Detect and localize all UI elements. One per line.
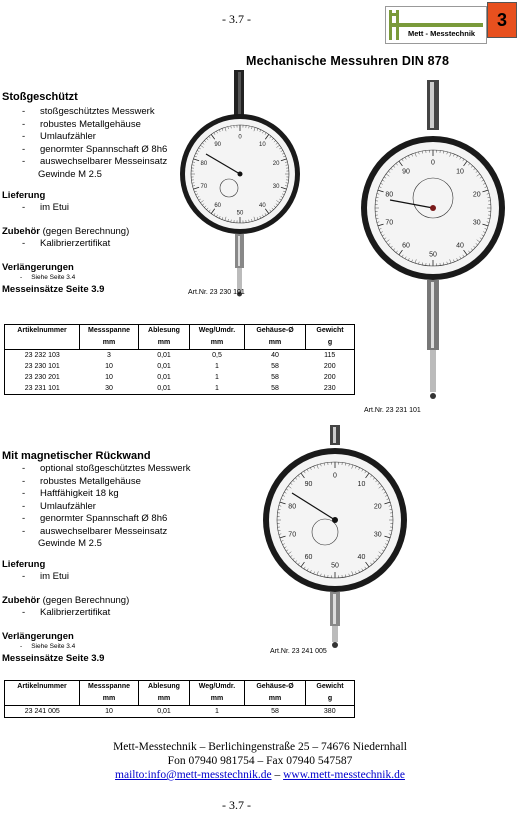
- feature-item: - Haftfähigkeit 18 kg: [2, 488, 190, 501]
- feature-item: - auswechselbarer Messeinsatz: [2, 156, 167, 169]
- feature-item: - Umlaufzähler: [2, 501, 190, 514]
- dial-numeral: 30: [373, 531, 382, 539]
- dial-numeral: 50: [236, 210, 244, 217]
- col-header: Gehäuse-Ø mm: [245, 325, 306, 350]
- dial-numeral: 70: [385, 219, 394, 227]
- dial-numeral: 80: [288, 503, 297, 511]
- col-header: Messspanne mm: [80, 325, 139, 350]
- dial-numeral: 90: [214, 141, 222, 148]
- dial-numeral: 60: [214, 203, 222, 210]
- lieferung-item: - im Etui: [2, 571, 69, 584]
- feature-list-2: [2, 463, 190, 551]
- section-title-shockproof: Stoßgeschützt: [2, 91, 78, 103]
- dial-numeral: 80: [200, 160, 208, 167]
- col-header: Gewicht g: [306, 325, 355, 350]
- dial-numeral: 20: [373, 503, 382, 511]
- section-title-magnetic: Mit magnetischer Rückwand: [2, 450, 151, 462]
- col-header: Ablesung mm: [139, 681, 190, 706]
- dial-numeral: 20: [272, 160, 280, 167]
- dial-numeral: 10: [357, 481, 366, 489]
- feature-item-continuation: Gewinde M 2.5: [38, 538, 102, 549]
- verlaengerungen-label-2: Verlängerungen: [2, 631, 74, 642]
- spec-table-2: [4, 680, 355, 718]
- page-number-top: - 3.7 -: [222, 12, 251, 26]
- lieferung-list-2: [2, 571, 69, 584]
- lieferung-label: Lieferung: [2, 190, 46, 201]
- spec-table-1: [4, 324, 355, 395]
- messeinsaetze-ref: Messeinsätze Seite 3.9: [2, 284, 105, 295]
- dial-numeral: 10: [258, 141, 266, 148]
- footer-links: mailto:info@mett-messtechnik.de – www.mett-messtechnik.de: [115, 769, 405, 781]
- col-header: Weg/Umdr. mm: [190, 681, 245, 706]
- col-header: Artikelnummer: [5, 325, 80, 350]
- page-title: Mechanische Messuhren DIN 878: [246, 54, 450, 68]
- dial-numeral: 40: [258, 203, 266, 210]
- feature-item: - optional stoßgeschütztes Messwerk: [2, 463, 190, 476]
- feature-item: - genormter Spannschaft Ø 8h6: [2, 513, 190, 526]
- zubehoer-item: - Kalibrierzertifikat: [2, 238, 110, 251]
- lieferung-item: - im Etui: [2, 202, 69, 215]
- company-logo: [385, 6, 487, 44]
- dial-gauge-large-image: [360, 80, 510, 410]
- col-header: Messspanne mm: [80, 681, 139, 706]
- email-link[interactable]: mailto:info@mett-messtechnik.de: [115, 769, 272, 781]
- dial-numeral: 0: [333, 472, 337, 480]
- dial-numeral: 60: [304, 553, 313, 561]
- feature-item: - robustes Metallgehäuse: [2, 119, 167, 132]
- zubehoer-note: (gegen Berechnung): [42, 226, 130, 237]
- zubehoer-heading: [2, 226, 129, 237]
- zubehoer-list: [2, 238, 110, 251]
- footer: [0, 740, 520, 782]
- dial-gauge-magnetic-image: [260, 425, 410, 655]
- feature-item: - Umlaufzähler: [2, 131, 167, 144]
- zubehoer-item: - Kalibrierzertifikat: [2, 607, 110, 620]
- zubehoer-list-2: [2, 607, 110, 620]
- dial-numeral: 10: [456, 168, 464, 176]
- dial-numeral: 30: [272, 184, 280, 191]
- dial-numeral: 70: [200, 184, 208, 191]
- article-number-magnetic-gauge: Art.Nr. 23 241 005: [270, 648, 327, 655]
- dial-numeral: 80: [385, 191, 394, 199]
- feature-item: - genormter Spannschaft Ø 8h6: [2, 144, 167, 157]
- table-row: 23 231 101 30 0,01 1 58 230: [5, 383, 355, 395]
- feature-item: - robustes Metallgehäuse: [2, 476, 190, 489]
- col-header: Artikelnummer: [5, 681, 80, 706]
- lieferung-list: [2, 202, 69, 215]
- dial-numeral: 0: [238, 134, 242, 141]
- zubehoer-heading-2: [2, 595, 129, 606]
- dial-numeral: 0: [431, 159, 435, 167]
- col-header: Gehäuse-Ø mm: [245, 681, 306, 706]
- article-number-small-gauge: Art.Nr. 23 230 101: [188, 289, 245, 296]
- zubehoer-label: Zubehör: [2, 226, 40, 237]
- feature-item: - stoßgeschütztes Messwerk: [2, 106, 167, 119]
- page-number-bottom: - 3.7 -: [222, 798, 251, 812]
- dial-numeral: 40: [357, 553, 366, 561]
- zubehoer-label: Zubehör: [2, 595, 40, 606]
- table-row: 23 232 103 3 0,01 0,5 40 115: [5, 350, 355, 362]
- website-link[interactable]: www.mett-messtechnik.de: [283, 769, 405, 781]
- dial-numeral: 70: [288, 531, 297, 539]
- verlaengerungen-label: Verlängerungen: [2, 262, 74, 273]
- dial-numeral: 90: [304, 481, 313, 489]
- logo-text: Mett - Messtechnik: [408, 29, 476, 38]
- table-row: 23 230 101 10 0,01 1 58 200: [5, 361, 355, 372]
- verlaengerungen-note-2: - Siehe Seite 3.4: [20, 643, 76, 650]
- dial-numeral: 60: [402, 242, 410, 250]
- messeinsaetze-ref-2: Messeinsätze Seite 3.9: [2, 653, 105, 664]
- feature-item-continuation: Gewinde M 2.5: [38, 168, 102, 180]
- footer-phone: Fon 07940 981754 – Fax 07940 547587: [167, 755, 353, 767]
- feature-item: - auswechselbarer Messeinsatz: [2, 526, 190, 539]
- dial-numeral: 50: [429, 251, 437, 259]
- dial-numeral: 50: [331, 562, 339, 570]
- table-row: 23 230 201 10 0,01 1 58 200: [5, 372, 355, 383]
- zubehoer-note: (gegen Berechnung): [42, 595, 130, 606]
- lieferung-label-2: Lieferung: [2, 559, 46, 570]
- col-header: Weg/Umdr. mm: [190, 325, 245, 350]
- feature-list-1: [2, 106, 167, 181]
- article-number-large-gauge: Art.Nr. 23 231 101: [364, 407, 421, 414]
- dial-gauge-small-image: [180, 70, 310, 300]
- dial-numeral: 30: [472, 219, 481, 227]
- chapter-tab: 3: [487, 2, 517, 38]
- dial-numeral: 90: [402, 168, 410, 176]
- dial-numeral: 40: [456, 242, 464, 250]
- col-header: Gewicht g: [306, 681, 355, 706]
- dial-numeral: 20: [472, 191, 481, 199]
- table-row: 23 241 005 10 0,01 1 58 380: [5, 706, 355, 718]
- footer-address: Mett-Messtechnik – Berlichingenstraße 25 – 74676 Niedernhall: [113, 741, 407, 753]
- verlaengerungen-note: - Siehe Seite 3.4: [20, 274, 76, 281]
- col-header: Ablesung mm: [139, 325, 190, 350]
